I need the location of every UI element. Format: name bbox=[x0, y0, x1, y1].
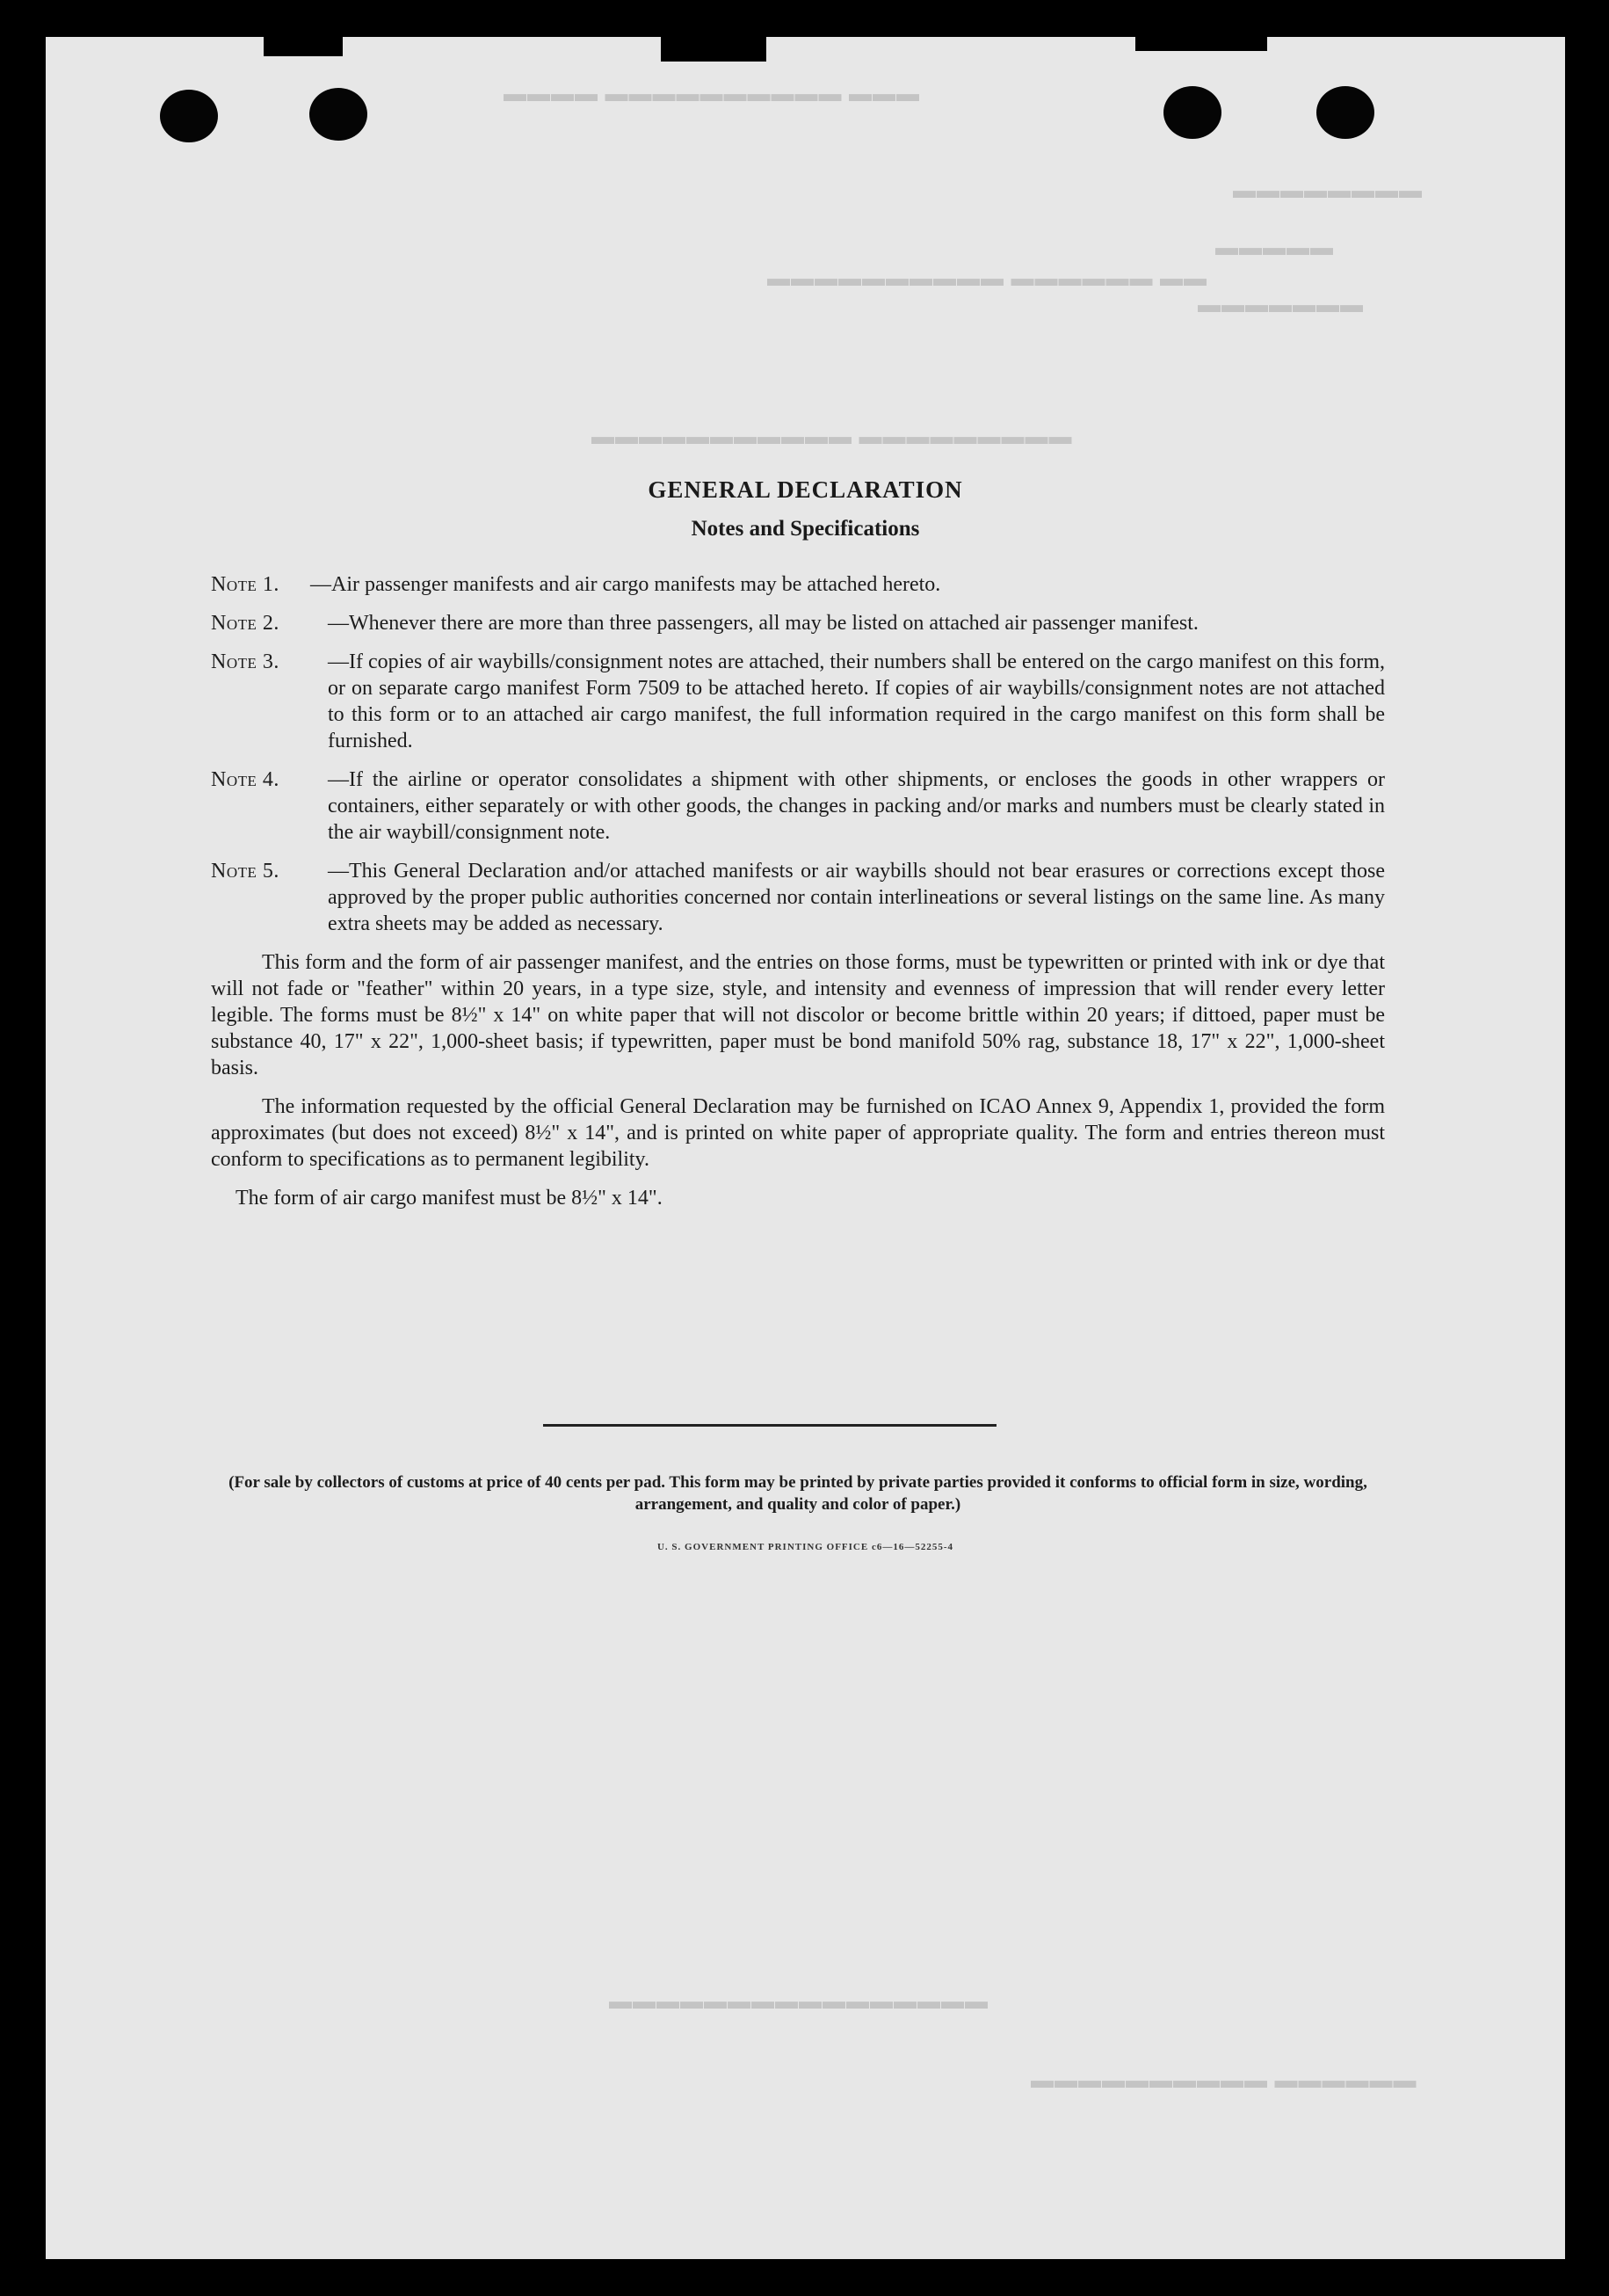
note-1 bbox=[211, 571, 1385, 598]
icao-paragraph: The information requested by the official General Declaration may be furnished on ICAO Annex 9, Appendix 1, provided the form approximates (but does not exceed) 8½" x 14", and is printed on white paper of appropriate quality. The form and entries thereon must conform to specifications as to permanent legibility. bbox=[211, 1095, 1385, 1171]
note-text: —Air passenger manifests and air cargo manifests may be attached hereto. bbox=[310, 573, 941, 596]
document-page bbox=[46, 37, 1565, 2259]
punch-hole bbox=[160, 90, 218, 142]
note-3 bbox=[211, 649, 1385, 754]
bleed-through: ▬▬▬▬▬ bbox=[1214, 235, 1333, 260]
note-label: Note 1. bbox=[211, 573, 279, 596]
note-4 bbox=[211, 767, 1385, 846]
note-text: —This General Declaration and/or attached manifests or air waybills should not bear erasures or corrections except those approved by the proper public authorities concerned nor contain interlineations or several listings on the same line. As many extra sheets may be added as necessary. bbox=[328, 860, 1385, 935]
note-5 bbox=[211, 858, 1385, 937]
torn-edge bbox=[1135, 37, 1267, 51]
bleed-through: ▬▬▬▬▬▬▬▬▬▬▬▬▬▬▬▬ bbox=[608, 1988, 988, 2014]
note-text: —If copies of air waybills/consignment notes are attached, their numbers shall be entered on the cargo manifest on this form, or on separate cargo manifest Form 7509 to be attached hereto. If copies of air waybills/consignment notes are not attached to this form or to an attached air cargo manifest, the full information required in the cargo manifest on this form shall be furnished. bbox=[328, 650, 1385, 752]
bleed-through: ▬▬ ▬▬▬▬▬▬ ▬▬▬▬▬▬▬▬▬▬ bbox=[766, 265, 1207, 291]
printer-line: U. S. GOVERNMENT PRINTING OFFICE c6—16—52255-4 bbox=[656, 1542, 953, 1552]
note-text: —If the airline or operator consolidates a shipment with other shipments, or encloses the goods in other wrappers or containers, either separately or with other goods, the changes in packing and/or marks and numbers must be clearly stated in the air waybill/consignment note. bbox=[328, 768, 1385, 844]
note-label: Note 3. bbox=[211, 650, 279, 673]
note-label: Note 5. bbox=[211, 860, 279, 883]
divider-rule bbox=[543, 1424, 997, 1427]
bleed-through: ▬▬▬▬▬▬▬▬ bbox=[1232, 178, 1422, 203]
bleed-through: ▬▬▬ ▬▬▬▬▬▬▬▬▬▬ ▬▬▬▬ bbox=[503, 81, 919, 106]
note-2 bbox=[211, 610, 1385, 636]
torn-edge bbox=[264, 37, 343, 56]
note-label: Note 2. bbox=[211, 612, 279, 635]
bleed-through: ▬▬▬▬▬▬ ▬▬▬▬▬▬▬▬▬▬ bbox=[1030, 2067, 1417, 2093]
punch-hole bbox=[309, 88, 367, 141]
note-text: —Whenever there are more than three passengers, all may be listed on attached air passenger manifest. bbox=[328, 612, 1199, 635]
bleed-through: ▬▬▬▬▬▬▬ bbox=[1197, 292, 1363, 317]
specification-paragraph: This form and the form of air passenger manifest, and the entries on those forms, must be typewritten or printed with ink or dye that will not fade or "feather" within 20 years, in a type size, style, and intensity and evenness of impression that will render every letter legible. The forms must be 8½" x 14" on white paper that will not discolor or become brittle within 20 years; if dittoed, paper must be substance 40, 17" x 22", 1,000-sheet basis; if typewritten, paper must be bond manifold 50% rag, substance 18, 17" x 22", 1,000-sheet basis. bbox=[211, 951, 1385, 1079]
note-label: Note 4. bbox=[211, 768, 279, 791]
sale-notice: (For sale by collectors of customs at price of 40 cents per pad. This form may be printed by private parties provided it conforms to official form in size, wording, arrangement, and quality and color of paper.) bbox=[228, 1473, 1367, 1514]
notes-section bbox=[211, 571, 1385, 1224]
document-subtitle: Notes and Specifications bbox=[691, 517, 920, 541]
punch-hole bbox=[1316, 86, 1374, 139]
torn-edge bbox=[661, 37, 766, 62]
document-title: GENERAL DECLARATION bbox=[648, 476, 963, 503]
punch-hole bbox=[1163, 86, 1221, 139]
cargo-size-note: The form of air cargo manifest must be 8½" x 14". bbox=[236, 1187, 663, 1210]
bleed-through: ▬▬▬▬▬▬▬▬▬ ▬▬▬▬▬▬▬▬▬▬▬ bbox=[591, 424, 1072, 449]
